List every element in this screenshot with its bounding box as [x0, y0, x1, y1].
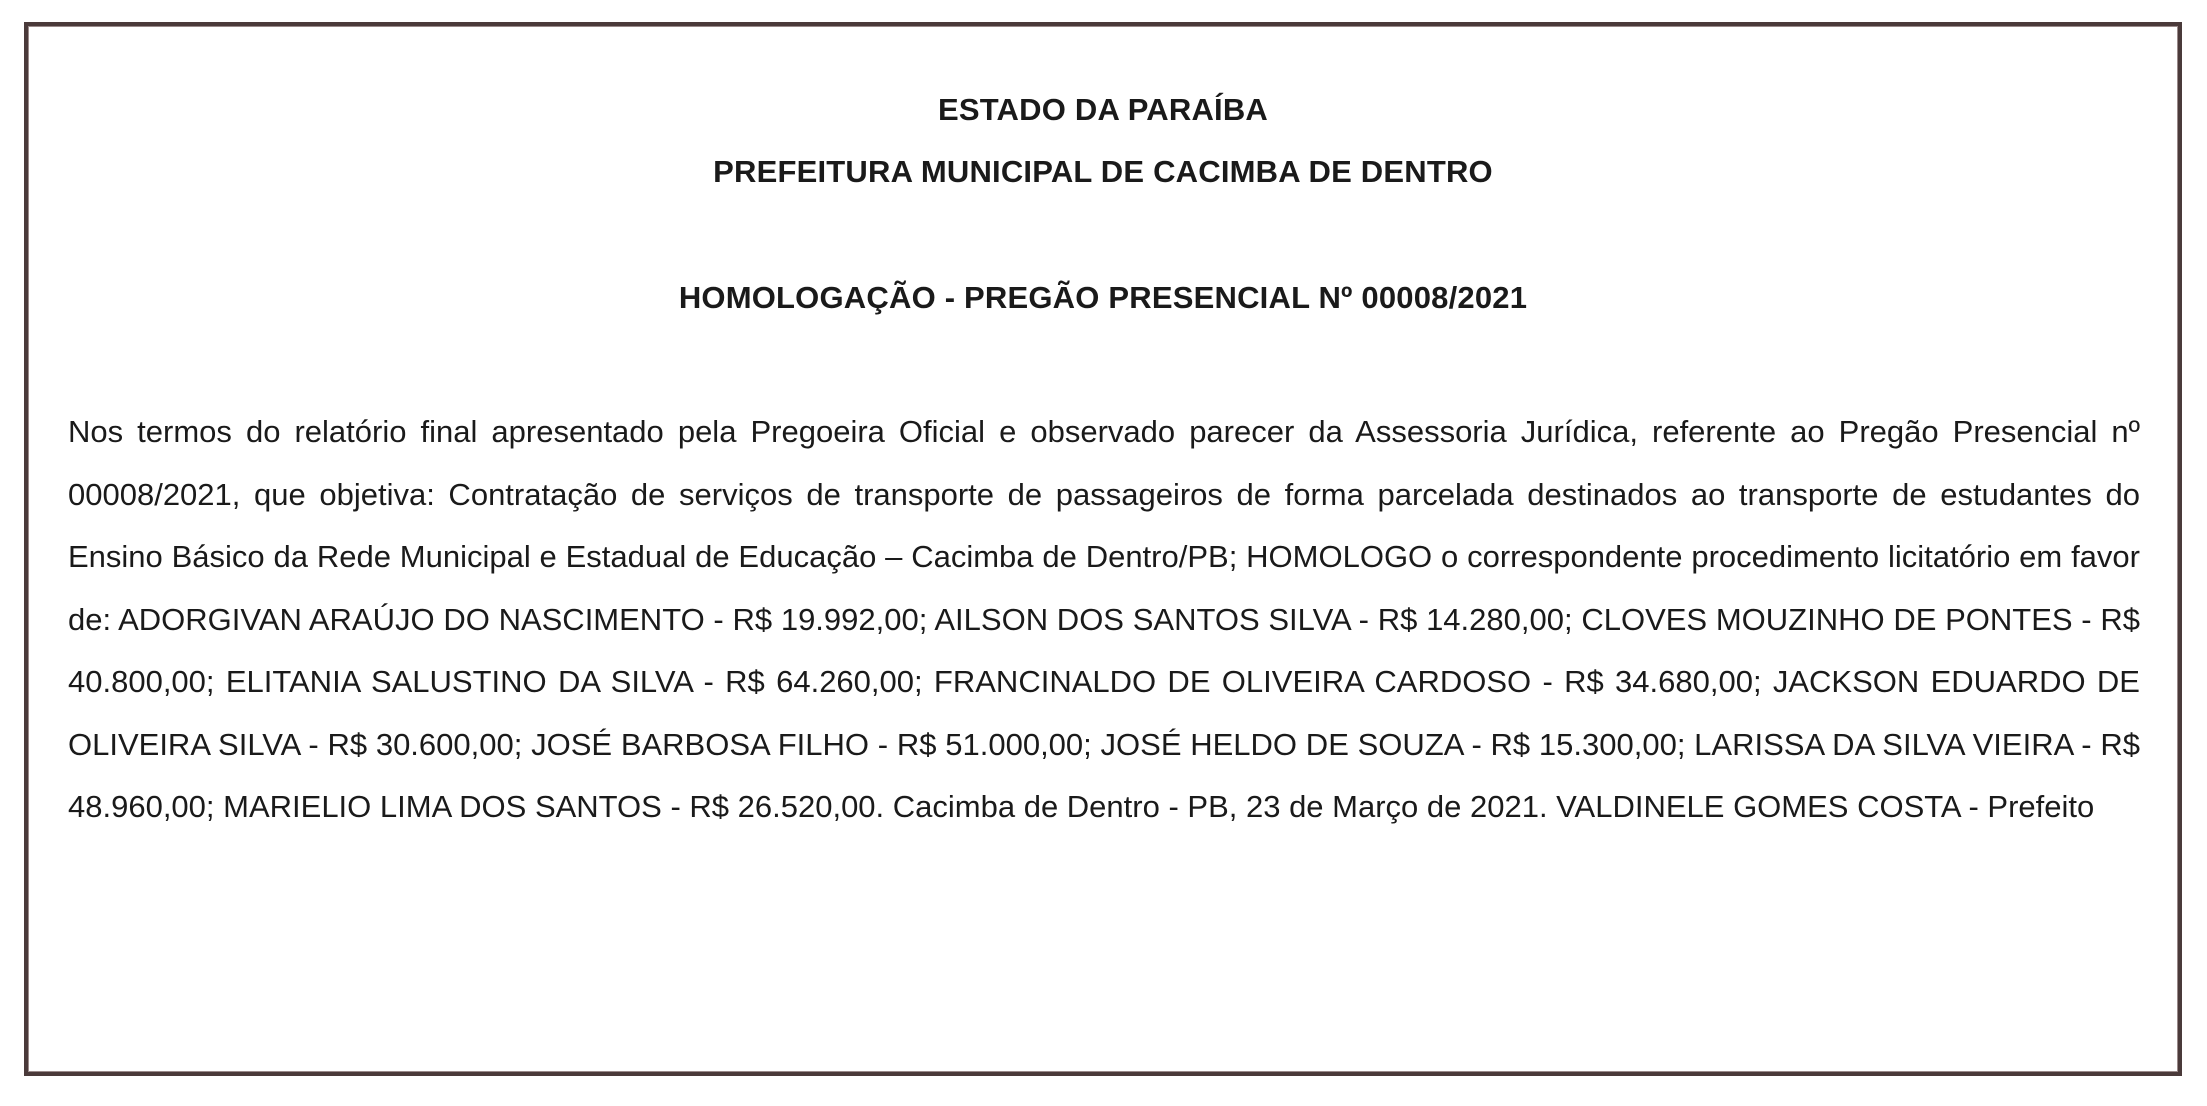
homologation-text: Nos termos do relatório final apresentado pela Pregoeira Oficial e observado parecer da Assessoria Jurídica, referente ao Pregão Presencial nº 00008/2021, que objetiva: Contratação de serviços de transporte de passageiros de forma parcelada destinados ao transporte de estudantes do Ensino Básico da Rede Municipal e Estadual de Educação – Cacimba de Dentro/PB; HOMOLOGO o correspondente procedimento licitatório em favor de: ADORGIVAN ARAÚJO DO NASCIMENTO - R$ 19.992,00; AILSON DOS SANTOS SILVA - R$ 14.280,00; CLOVES MOUZINHO DE PONTES - R$ 40.800,00; ELITANIA SALUSTINO DA SILVA - R$ 64.260,00; FRANCINALDO DE OLIVEIRA CARDOSO - R$ 34.680,00; JACKSON EDUARDO DE OLIVEIRA SILVA - R$ 30.600,00; JOSÉ BARBOSA FILHO - R$ 51.000,00; JOSÉ HELDO DE SOUZA - R$ 15.300,00; LARISSA DA SILVA VIEIRA - R$ 48.960,00; MARIELIO LIMA DOS SANTOS - R$ 26.520,00. Cacimba de Dentro - PB, 23 de Março de 2021. VALDINELE GOMES COSTA - Prefeito — [68, 414, 2140, 824]
document-title: HOMOLOGAÇÃO - PREGÃO PRESENCIAL Nº 00008/2021 — [678, 280, 1528, 315]
document-frame — [24, 22, 2182, 1076]
municipality-heading: PREFEITURA MUNICIPAL DE CACIMBA DE DENTRO — [713, 154, 1493, 189]
state-heading: ESTADO DA PARAÍBA — [937, 92, 1269, 127]
